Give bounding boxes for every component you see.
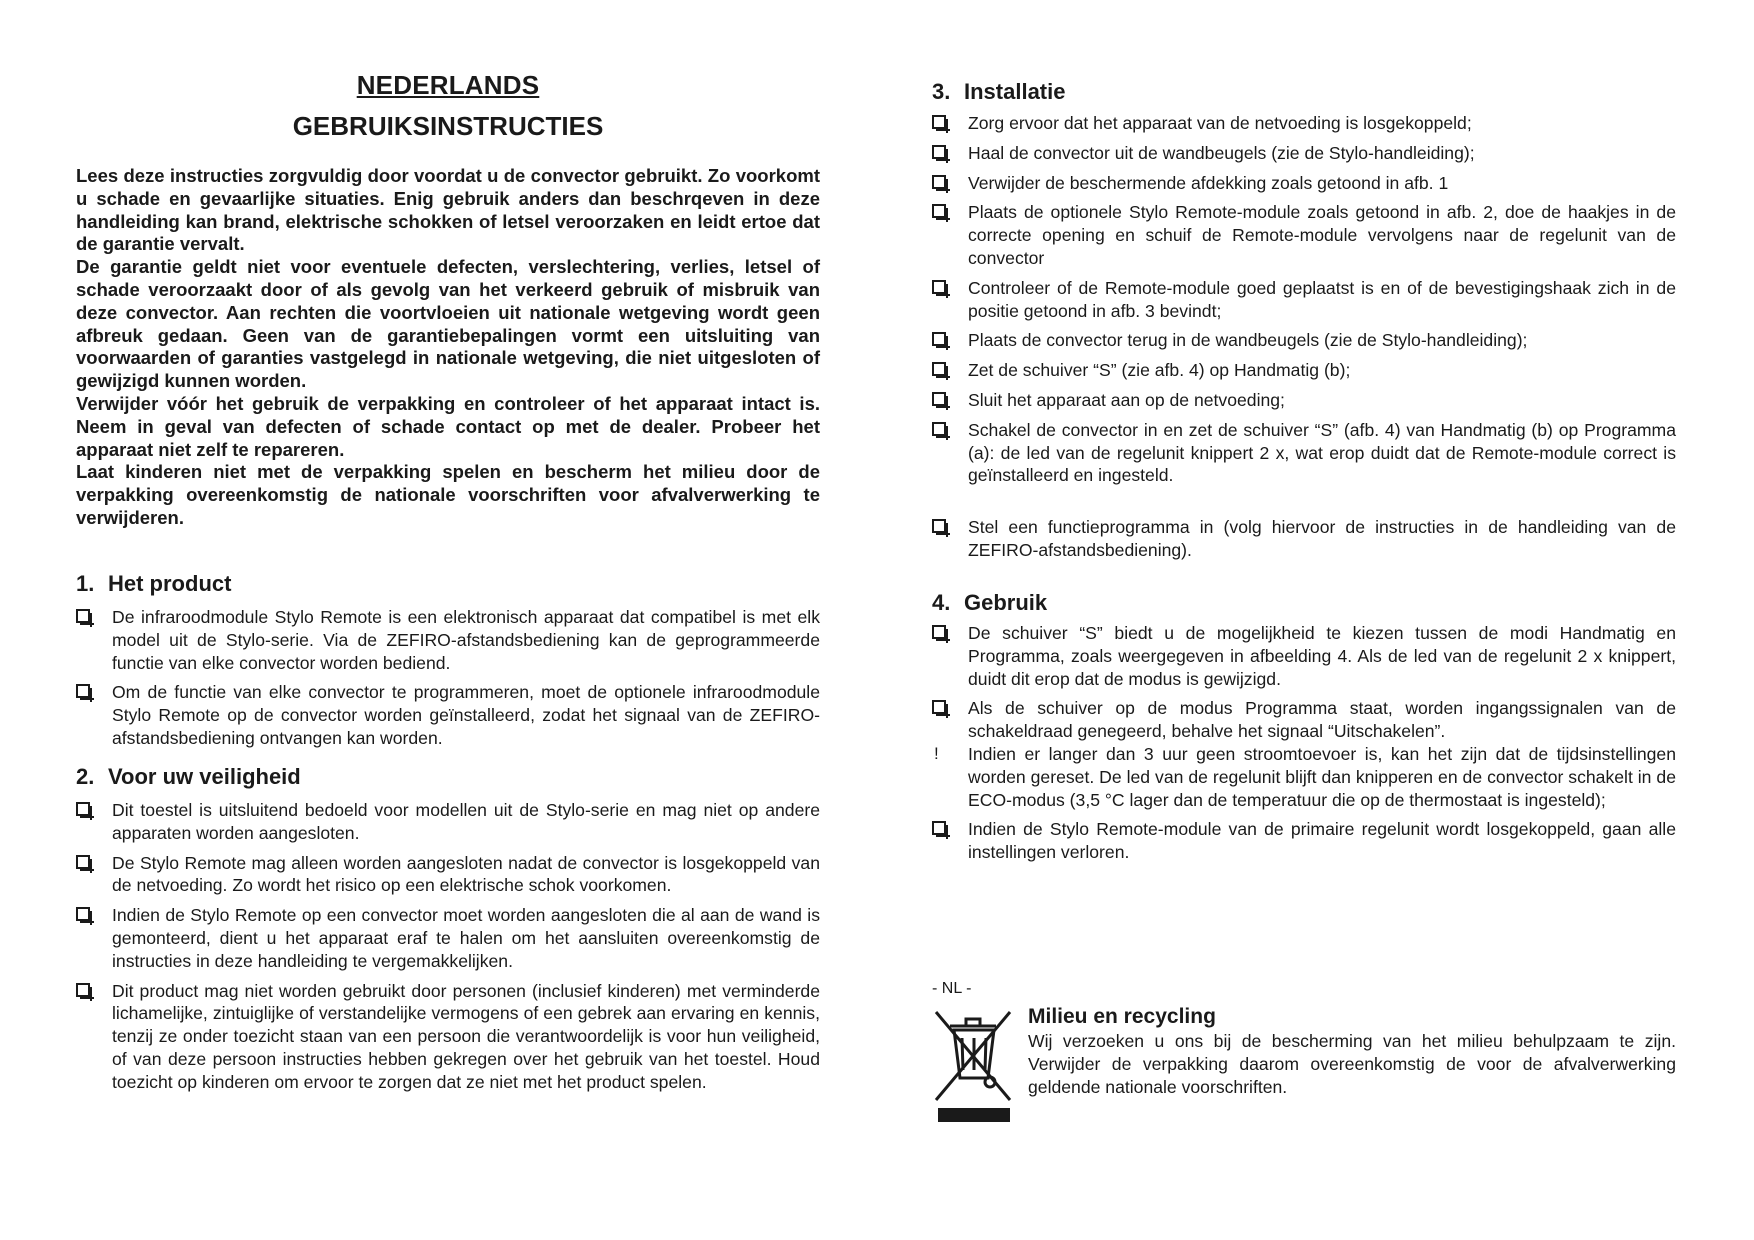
warning-text: Indien er langer dan 3 uur geen stroomtoevoer is, kan het zijn dat de tijdsinstellingen worden gereset. De led van de regelunit blijft dan knipperen en de convector schakelt in de ECO-modus (3,5 °C lager dan de temperatuur die op de thermostaat is ingesteld); bbox=[968, 743, 1676, 810]
list-item-text: Plaats de convector terug in de wandbeugels (zie de Stylo-handleiding); bbox=[968, 330, 1528, 351]
list-item bbox=[932, 201, 1676, 269]
list-item bbox=[932, 389, 1676, 412]
list-item bbox=[76, 799, 820, 845]
list-item bbox=[932, 172, 1676, 195]
list-item bbox=[932, 112, 1676, 135]
section-title: Het product bbox=[108, 571, 232, 596]
list-item bbox=[932, 277, 1676, 323]
section-title: Gebruik bbox=[964, 590, 1048, 615]
list-item-text: Sluit het apparaat aan op de netvoeding; bbox=[968, 389, 1285, 410]
checkbox-icon bbox=[76, 983, 90, 997]
checkbox-icon bbox=[76, 855, 90, 869]
list-item-text: Indien de Stylo Remote-module van de primaire regelunit wordt losgekoppeld, gaan alle instellingen verloren. bbox=[968, 819, 1676, 863]
checkbox-icon bbox=[932, 422, 946, 436]
list-item bbox=[932, 419, 1676, 487]
checkbox-icon bbox=[76, 802, 90, 816]
section-number: 4. bbox=[932, 590, 951, 615]
section-title: Voor uw veiligheid bbox=[108, 764, 301, 789]
checkbox-icon bbox=[932, 625, 946, 639]
language-heading: NEDERLANDS bbox=[356, 70, 540, 100]
warning-item bbox=[932, 743, 1676, 811]
crossed-out-wheelie-bin-icon bbox=[932, 1004, 1016, 1122]
list-item-text: Om de functie van elke convector te programmeren, moet de optionele infraroodmodule Stylo Remote op de convector worden geïnstalleerd, zodat het signaal van de ZEFIRO-afstandsbediening ontvangen kan worden. bbox=[112, 682, 820, 748]
list-item bbox=[932, 329, 1676, 352]
checkbox-icon bbox=[76, 684, 90, 698]
checkbox-icon bbox=[76, 609, 90, 623]
list-item-text: Controleer of de Remote-module goed geplaatst is en of de bevestigingshaak zich in de positie getoond in afb. 3 bevindt; bbox=[968, 277, 1676, 321]
list-item bbox=[76, 606, 820, 674]
section-title: Installatie bbox=[964, 79, 1066, 104]
list-item-text: Dit product mag niet worden gebruikt door personen (inclusief kinderen) met verminderde lichamelijke, zintuiglijke of verstandelijke vermogens of een gebrek aan ervaring en kennis, tenzij ze onder toezicht staan van een persoon die verantwoordelijk is voor hun veiligheid, of van deze persoon instructies hebben gekregen over het gebruik van het toestel. Houd toezicht op kinderen om ervoor te zorgen dat ze niet met het product spelen. bbox=[112, 980, 820, 1092]
list-item-text: Dit toestel is uitsluitend bedoeld voor modellen uit de Stylo-serie en mag niet op andere apparaten worden aangesloten. bbox=[112, 800, 820, 843]
list-item-text: Als de schuiver op de modus Programma staat, worden ingangssignalen van de schakeldraad genegeerd, behalve het signaal “Uitschakelen”. bbox=[968, 698, 1676, 742]
list-item-text: De infraroodmodule Stylo Remote is een elektronisch apparaat dat compatibel is met elk model uit de Stylo-serie. Via de ZEFIRO-afstandsbediening kan de geprogrammeerde functie van elke convector worden bediend. bbox=[112, 607, 820, 673]
list-item bbox=[932, 142, 1676, 165]
list-item bbox=[76, 904, 820, 972]
checkbox-icon bbox=[932, 519, 946, 533]
checkbox-icon bbox=[932, 362, 946, 376]
list-item bbox=[932, 622, 1676, 690]
list-item bbox=[76, 852, 820, 898]
recycling-text: Wij verzoeken u ons bij de bescherming van het milieu behulpzaam te zijn. Verwijder de verpakking daarom overeenkomstig de voor de afvalverwerking geldende nationale voorschriften. bbox=[1028, 1031, 1676, 1097]
recycling-title: Milieu en recycling bbox=[1028, 1005, 1216, 1028]
intro-paragraph: Laat kinderen niet met de verpakking spelen en bescherm het milieu door de verpakking overeenkomstig de nationale voorschriften voor afvalverwerking te verwijderen. bbox=[76, 461, 820, 528]
list-item-text: Stel een functieprogramma in (volg hiervoor de instructies in de handleiding van de ZEFIRO-afstandsbediening). bbox=[968, 517, 1676, 560]
list-item bbox=[76, 681, 820, 749]
list-item bbox=[932, 516, 1676, 562]
checkbox-icon bbox=[932, 175, 946, 189]
intro-paragraph: Lees deze instructies zorgvuldig door voordat u de convector gebruikt. Zo voorkomt u schade en gevaarlijke situaties. Enig gebruik anders dan beschrqeven in deze handleiding kan brand, elektrische schokken of letsel veroorzaken en leidt ertoe dat de garantie vervalt. bbox=[76, 165, 820, 255]
section-4-list bbox=[932, 622, 1676, 871]
checkbox-icon bbox=[932, 332, 946, 346]
intro-text bbox=[76, 165, 820, 530]
checkbox-icon bbox=[932, 392, 946, 406]
document-title: GEBRUIKSINSTRUCTIES bbox=[292, 111, 604, 141]
checkbox-icon bbox=[932, 700, 946, 714]
list-item-text: Haal de convector uit de wandbeugels (zie de Stylo-handleiding); bbox=[968, 142, 1475, 163]
list-item bbox=[932, 359, 1676, 382]
section-2-heading bbox=[76, 764, 301, 790]
checkbox-icon bbox=[76, 907, 90, 921]
checkbox-icon bbox=[932, 115, 946, 129]
list-item bbox=[932, 818, 1676, 864]
exclamation-icon: ! bbox=[934, 743, 939, 763]
section-4-heading bbox=[932, 590, 1047, 616]
list-item-text: Zorg ervoor dat het apparaat van de netvoeding is losgekoppeld; bbox=[968, 113, 1472, 133]
checkbox-icon bbox=[932, 821, 946, 835]
list-item-text: Zet de schuiver “S” (zie afb. 4) op Handmatig (b); bbox=[968, 360, 1351, 381]
checkbox-icon bbox=[932, 280, 946, 294]
list-item-text: De schuiver “S” biedt u de mogelijkheid te kiezen tussen de modi Handmatig en Programma, zoals weergegeven in afbeelding 4. Als de led van de regelunit 2 x knippert, duidt dit erop dat de modus is gewijzigd. bbox=[968, 623, 1676, 689]
section-3-heading bbox=[932, 79, 1065, 105]
list-item bbox=[932, 697, 1676, 743]
list-item-text: Schakel de convector in en zet de schuiver “S” (afb. 4) van Handmatig (b) op Programma (a): de led van de regelunit knippert 2 x, wat erop duidt dat de Remote-module correct is geïnstalleerd en ingesteld. bbox=[968, 419, 1676, 486]
list-item bbox=[76, 980, 820, 1094]
intro-paragraph: Verwijder vóór het gebruik de verpakking en controleer of het apparaat intact is. Neem in geval van defecten of schade contact op met de dealer. Probeer het apparaat niet zelf te repareren. bbox=[76, 392, 820, 460]
page-label: - NL - bbox=[932, 980, 972, 997]
list-item-text: Plaats de optionele Stylo Remote-module zoals getoond in afb. 2, doe de haakjes in de correcte opening en schuif de Remote-module vervolgens naar de regelunit van de convector bbox=[968, 202, 1676, 268]
section-number: 3. bbox=[932, 79, 951, 104]
intro-paragraph: De garantie geldt niet voor eventuele defecten, verslechtering, verlies, letsel of schade veroorzaakt door of als gevolg van het verkeerd gebruik of misbruik van deze convector. Aan rechten die voortvloeien uit nationale wetgeving wordt geen afbreuk gedaan. Geen van de garantiebepalingen vormt een uitsluiting van voorwaarden of garanties vastgelegd in nationale wetgeving, die niet uitgesloten of gewijzigd kunnen worden. bbox=[76, 256, 820, 392]
checkbox-icon bbox=[932, 145, 946, 159]
section-1-heading bbox=[76, 571, 231, 597]
list-item-text: De Stylo Remote mag alleen worden aangesloten nadat de convector is losgekoppeld van de netvoeding. Zo wordt het risico op een elektrische schok voorkomen. bbox=[112, 852, 820, 896]
section-2-list bbox=[76, 799, 820, 1101]
list-item-text: Verwijder de beschermende afdekking zoals getoond in afb. 1 bbox=[968, 172, 1449, 193]
section-1-list bbox=[76, 606, 820, 757]
section-number: 1. bbox=[76, 571, 95, 596]
section-3-list bbox=[932, 112, 1676, 569]
list-item-text: Indien de Stylo Remote op een convector moet worden aangesloten die al aan de wand is gemonteerd, dient u het apparaat eraf te halen om het aansluiten overeenkomstig de instructies in deze handleiding te vergemakkelijken. bbox=[112, 905, 820, 971]
checkbox-icon bbox=[932, 204, 946, 218]
section-number: 2. bbox=[76, 764, 95, 789]
